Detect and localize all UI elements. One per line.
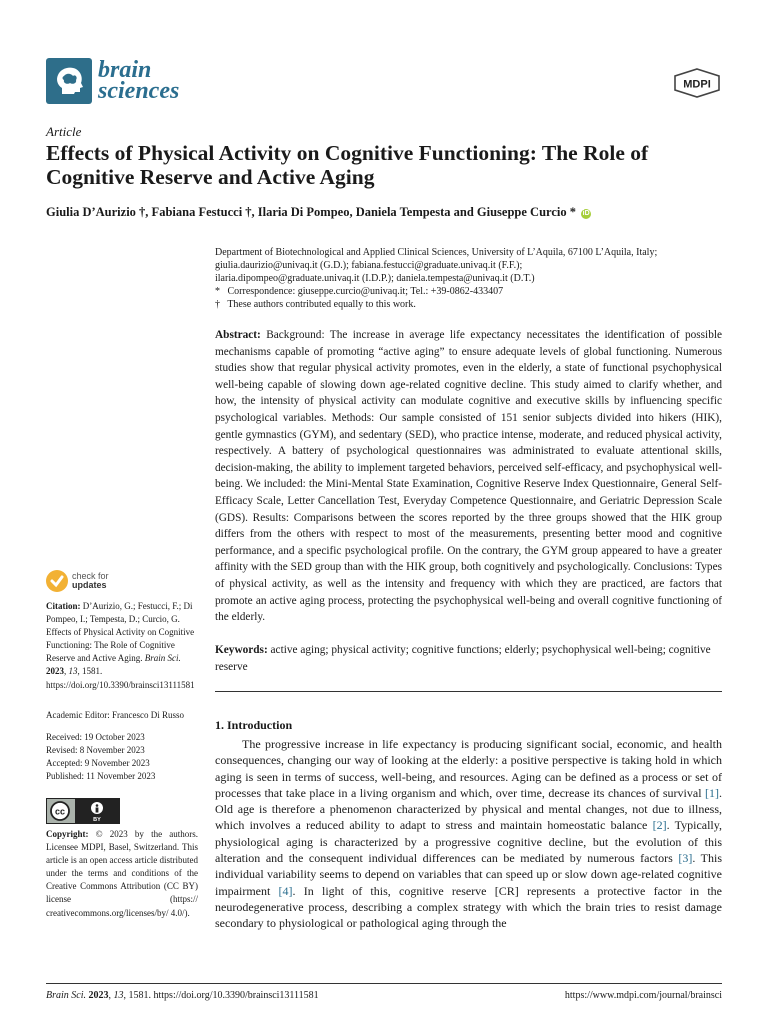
author-list	[46, 205, 736, 220]
footer-divider	[46, 983, 722, 984]
copyright-text: © 2023 by the authors. Licensee MDPI, Basel, Switzerland. This article is an open access article distributed under the terms and conditions of the Creative Commons Attribution (CC BY) license (https:// creativecommons.org/licenses/by/ 4.0/).	[46, 829, 199, 918]
cc-by-license-badge[interactable]	[46, 798, 120, 824]
copyright-notice	[46, 828, 198, 920]
footer-journal: Brain Sci.	[46, 990, 86, 1001]
reference-link-4[interactable]: [4]	[278, 883, 293, 898]
citation-text: D’Aurizio, G.; Festucci, F.; Di Pompeo, I.; Tempesta, D.; Curcio, G. Effects of Physical Activity on Cognitive Functioning: The Role of Cognitive Reserve and Active Aging.	[46, 601, 195, 664]
equal-contribution-note: † These authors contributed equally to this work.	[215, 299, 416, 310]
footer-doi[interactable]: , 1581. https://doi.org/10.3390/brainsci13111581	[123, 990, 319, 1001]
affiliation-emails-2: ilaria.dipompeo@graduate.univaq.it (I.D.P.); daniela.tempesta@univaq.it (D.T.)	[215, 273, 535, 284]
citation-block: Citation: D’Aurizio, G.; Festucci, F.; Di Pompeo, I.; Tempesta, D.; Curcio, G. Effects of Physical Activity on Cognitive Functioning: The Role of Cognitive Reserve and Active Aging. Brain Sci. 2023, 13, 1581. https://doi.org/10.3390/brainsci13111581	[46, 601, 195, 690]
abstract-text: Background: The increase in average life expectancy necessitates the identification of possible mechanisms capable of promoting “active aging” to ensure adequate levels of global functioning. Numerous studies show that regular physical activity promotes, even in the elderly, a state of functional psychophysical well-being capable of slowing down age-related cognitive decline. This study aimed to clarify whether, and how, the intensity of physical activity can modulate cognitive and executive skills by influencing specific psychological variables. Methods: Our sample consisted of 151 senior subjects divided into hikers (HIK), gentle gymnastics (GYM), and sedentary (SED), who practice intense, moderate, and reduced physical activity, respectively. A battery of psychological questionnaires was administrated to evaluate attentional skills, decision-making, the ability to implement targeted behaviors, perceived self-efficacy, and psychophysical well-being. We included: the Mini-Mental State Examination, Cognitive Reserve Index Questionnaire, General Self-Efficacy Scale, Letter Cancellation Test, Everyday Competence Questionnaire, and Geriatric Depression Scale (GDS). Results: Comparisons between the scores reported by the three groups showed that the HIK group differs from the others with respect to most of the measurements, presenting better mood and cognitive performance, and a specific psychological profile. On the contrary, the GYM group appeared to have a greater affinity with the SED group than with the HIK group, both cognitively and psychologically. Conclusions: Types of physical activity, as well as the intensity and frequency with which they are practiced, are factors that promote an active aging process, protecting the psychophysical well-being and overall cognitive functioning of the elderly.	[215, 329, 722, 624]
affiliation-emails-1: giulia.daurizio@univaq.it (G.D.); fabiana.festucci@graduate.univaq.it (F.F.);	[215, 260, 523, 271]
intro-text-1: The progressive increase in life expectancy is producing significant social, economic, and health consequences, changing our way of looking at the elderly: a positive perspective is taking hold in which aging is seen in terms of success, well-being, and resources. Aging can be defined as a process or set of processes that take place in a living organism and which, over time, decrease its chances of survival	[215, 737, 722, 800]
date-revised: Revised: 8 November 2023	[46, 745, 145, 756]
intro-text-3: . Typically, physiological aging is characterized by a progressive cognitive decline, but the evolution of this alteration and the consequent individual differences can be mediated by numerous factors	[215, 818, 722, 866]
reference-link-3[interactable]: [3]	[678, 851, 693, 866]
authors-text: Giulia D’Aurizio †, Fabiana Festucci †, Ilaria Di Pompeo, Daniela Tempesta and Giuseppe Curcio *	[46, 205, 576, 219]
citation-volume: 13	[68, 666, 78, 677]
journal-name	[98, 57, 180, 104]
intro-text-4: . This individual variability seems to depend on variables that can speed up or slow down age-related cognitive impairment	[215, 851, 722, 898]
orcid-icon[interactable]: iD	[582, 210, 590, 217]
footer-citation: Brain Sci. 2023, 13, 1581. https://doi.org/10.3390/brainsci13111581	[46, 990, 319, 1001]
footer-journal-url[interactable]: https://www.mdpi.com/journal/brainsci	[564, 990, 722, 1001]
check-updates-icon	[46, 570, 68, 592]
citation-label: Citation:	[46, 601, 81, 611]
date-received: Received: 19 October 2023	[46, 732, 145, 742]
keywords	[215, 642, 722, 675]
journal-name-line1: brain	[98, 57, 152, 83]
footer-year: 2023	[88, 990, 109, 1001]
intro-text-5: . In light of this, cognitive reserve [CR] represents a protective factor in the neurodegenerative process, describing a complex strategy with which the brain tries to resist damage secondary to physiological or pathological aging through the	[215, 883, 722, 931]
publication-dates	[46, 731, 198, 783]
keywords-label: Keywords:	[215, 644, 268, 656]
publisher-name: MDPI	[683, 78, 711, 91]
keywords-text: active aging; physical activity; cognitive functions; elderly; psychophysical well-being; cognitive reserve	[215, 644, 711, 673]
check-updates-line1: check for	[72, 571, 109, 581]
mdpi-logo[interactable]	[672, 68, 722, 103]
reference-link-1[interactable]: [1]	[705, 785, 719, 800]
date-published: Published: 11 November 2023	[46, 771, 156, 782]
abstract	[215, 327, 722, 626]
journal-logo[interactable]	[46, 58, 179, 104]
affiliations	[215, 246, 730, 311]
copyright-label: Copyright:	[46, 829, 89, 839]
section-divider	[215, 691, 722, 692]
academic-editor: Academic Editor: Francesco Di Russo	[46, 710, 184, 720]
section-heading: 1. Introduction	[215, 718, 293, 732]
correspondence: * Correspondence: giuseppe.curcio@univaq.it; Tel.: +39-0862-433407	[215, 286, 504, 297]
check-updates-line2: updates	[72, 580, 107, 590]
cc-by-label: BY	[93, 817, 101, 823]
brain-head-icon	[46, 58, 92, 104]
citation-year: 2023	[46, 666, 64, 677]
abstract-label: Abstract:	[215, 329, 261, 341]
affiliation-line: Department of Biotechnological and Applied Clinical Sciences, University of L’Aquila, 67100 L’Aquila, Italy;	[215, 247, 658, 258]
journal-name-line2: sciences	[98, 78, 180, 104]
intro-text-2: . Old age is therefore a phenomenon characterized by physical and mental changes, not due to illness, which involves a reduced ability to adapt to stress and maintain homeostatic balance	[215, 785, 722, 833]
citation-journal: Brain Sci.	[144, 653, 181, 664]
reference-link-2[interactable]: [2]	[652, 818, 667, 833]
footer-volume: 13	[113, 990, 124, 1001]
citation-doi[interactable]: , 1581. https://doi.org/10.3390/brainsci13111581	[46, 666, 195, 690]
intro-paragraph	[215, 736, 722, 932]
svg-text:cc: cc	[54, 806, 66, 817]
check-for-updates-button[interactable]	[46, 570, 109, 592]
article-title: Effects of Physical Activity on Cognitive Functioning: The Role of Cognitive Reserve and Active Aging	[46, 141, 649, 189]
date-accepted: Accepted: 9 November 2023	[46, 758, 150, 769]
article-type: Article	[46, 124, 82, 139]
